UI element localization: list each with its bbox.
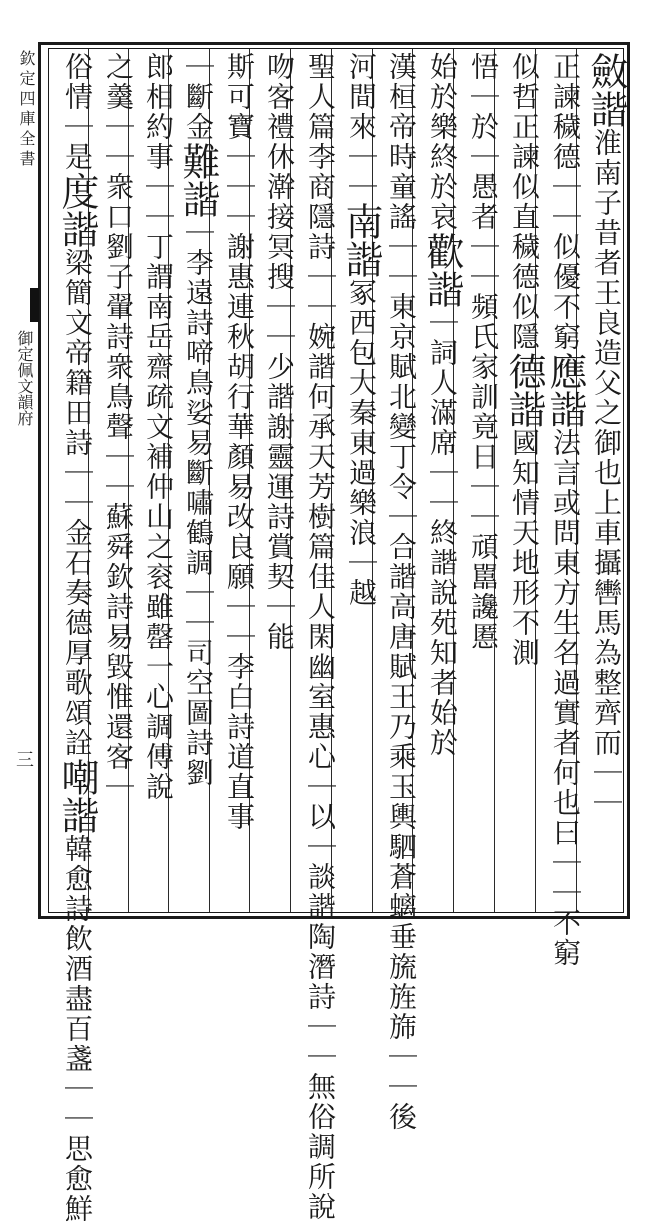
column-text: 郎相約事｜｜丁謂南岳齋疏文補仲山之衮雖罄一心調傅說 [142, 52, 175, 802]
entry-heading: 南諧 [339, 202, 383, 278]
margin-book-title: 御定佩文韻府 [15, 330, 34, 426]
column-text: 似哲正諫似直穢德似隱 [508, 52, 541, 352]
entry-heading: 斂諧 [584, 52, 628, 128]
column-text: ｜李遠詩啼鳥娑易斷嘯鶴調｜｜司空圖詩劉 [182, 218, 215, 788]
column-text: 冢西包大秦東過樂浪｜越 [345, 278, 378, 608]
entry-heading: 歡諧 [420, 232, 464, 308]
column-text: 吻客禮休澣接冥搜 [263, 52, 296, 292]
column-text: ｜詞人滿席｜｜終諧說苑知者始於 [426, 308, 459, 758]
column-text: 韓愈詩飲酒盡百盞｜｜思愈鮮 [61, 834, 94, 1224]
fishtail-mark [30, 288, 39, 322]
text-column-12 [139, 52, 177, 910]
text-column-11 [176, 52, 220, 910]
entry-heading: 德諧 [502, 352, 546, 428]
text-column-6 [382, 52, 420, 1132]
column-text: 梁簡文帝籍田詩｜｜金石奏德厚歌頌詮 [61, 248, 94, 758]
text-column-8 [301, 52, 339, 1222]
column-text: ｜斷金 [182, 52, 215, 142]
column-text: 聖人篇李商隱詩｜｜婉諧何承天芳樹篇佳人閑幽室惠心｜以｜談諧陶潛詩｜｜無俗調所說 [304, 52, 337, 1222]
entry-heading: 應諧 [543, 352, 587, 428]
text-column-10 [220, 52, 258, 910]
margin-edge-text: 欽定四庫全書 [17, 50, 36, 170]
column-text: 正諫穢德｜｜似優不窮 [549, 52, 582, 352]
column-text: 國知情天地形不測 [508, 428, 541, 668]
text-column-5 [420, 52, 464, 910]
column-text: 悟｜於｜愚者｜｜頻氏家訓竟日｜｜頑嚚讒慝 [467, 52, 500, 652]
text-column-9 [260, 52, 298, 910]
text-column-1 [584, 52, 628, 910]
column-text: 法言或問東方生名過實者何也曰｜｜不窮 [549, 428, 582, 968]
text-column-13 [99, 52, 137, 910]
entry-heading: 嘲諧 [55, 758, 99, 834]
text-column-4 [464, 52, 502, 910]
column-text: 斯可寶｜｜｜謝惠連秋胡行華顏易改良願｜｜李白詩道直事 [223, 52, 256, 832]
column-text: 之羹｜｜衆口劉子翬詩衆鳥聲｜｜蘇舜欽詩易毀惟還客｜ [102, 52, 135, 802]
column-text: 漢桓帝時童謠｜｜東京賦北變丁令｜合諧高唐賦王乃乘玉輿駟蒼螭垂旒旌旆｜｜後 [385, 52, 418, 1132]
entry-heading: 難諧 [176, 142, 220, 218]
text-column-2 [543, 52, 587, 968]
text-column-3 [502, 52, 546, 910]
entry-heading: 度諧 [55, 172, 99, 248]
column-text: 始於樂終於哀 [426, 52, 459, 232]
text-column-14 [55, 52, 99, 1224]
column-text: ｜｜少諧謝靈運詩賞契｜能 [263, 292, 296, 652]
margin-page-number: 三 [13, 750, 34, 768]
column-text: 淮南子昔者王良造父之御也上車攝轡馬為整齊而｜｜ [590, 128, 623, 818]
text-column-7 [339, 52, 383, 910]
column-text: 俗情｜是 [61, 52, 94, 172]
column-text: 河間來｜｜ [345, 52, 378, 202]
